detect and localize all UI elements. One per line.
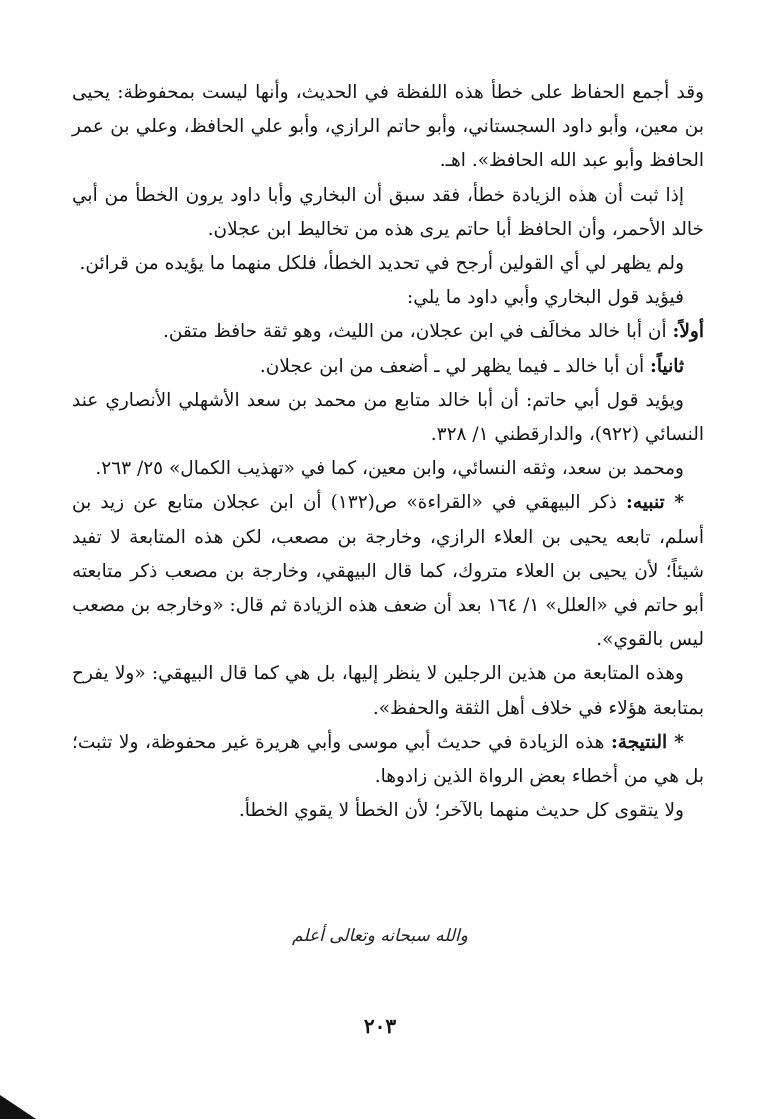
paragraph-text: فيؤيد قول البخاري وأبي داود ما يلي: — [407, 287, 684, 309]
paragraph-text: أن أبا خالد ـ فيما يظهر لي ـ أضعف من ابن عجلان. — [259, 355, 645, 377]
paragraph-text: ذكر البيهقي في «القراءة» ص(١٣٢) أن ابن عجلان متابع عن زيد بن أسلم، تابعه يحيى بن العلاء الرازي، وخارجة بن مصعب، لكن هذه المتابعة لا تفيد شيئاً؛ لأن يحيى بن العلاء متروك، كما قال البيهقي، وخارجة بن مصعب ذكر متابعته أبو حاتم في «العلل» ١/ ١٦٤ بعد أن ضعف هذه الزيادة ثم قال: «وخارجه بن مصعب ليس بالقوي». — [72, 492, 705, 651]
closing-phrase: والله سبحانه وتعالى أعلم — [292, 926, 468, 946]
paragraph-10 — [72, 657, 704, 725]
paragraph-8 — [72, 452, 704, 486]
paragraph-text: أن أبا خالد مخالَف في ابن عجلان، من الليث، وهو ثقة حافظ متقن. — [162, 321, 667, 343]
paragraph-text: ولم يظهر لي أي القولين أرجح في تحديد الخطأ، فلكل منهما ما يؤيده من قرائن. — [79, 253, 684, 275]
paragraph-7 — [72, 384, 704, 452]
paragraph-text: إذا ثبت أن هذه الزيادة خطأ، فقد سبق أن البخاري وأبا داود يرون الخطأ من أبي خالد الأحمر، وأن الحافظ أبا حاتم يرى هذه من تخاليط ابن عجلان. — [72, 184, 704, 240]
paragraph-4 — [72, 281, 704, 315]
paragraph-text: ويؤيد قول أبي حاتم: أن أبا خالد متابع من محمد بن سعد الأشهلي الأنصاري عند النسائي (٩٢٢)، والدارقطني ١/ ٣٢٨. — [72, 389, 704, 446]
paragraph-text: ولا يتقوى كل حديث منهما بالآخر؛ لأن الخطأ لا يقوي الخطأ. — [238, 800, 684, 822]
paragraph-6 — [72, 350, 704, 384]
page-corner-mark — [0, 1095, 36, 1119]
paragraph-text: ومحمد بن سعد، وثقه النسائي، وابن معين، كما في «تهذيب الكمال» ٢٥/ ٢٦٣. — [95, 458, 684, 480]
paragraph-text: وهذه المتابعة من هذين الرجلين لا ينظر إليها، بل هي كما قال البيهقي: «ولا يفرح بمتابعة هؤلاء في خلاف أهل الثقة والحفظ». — [72, 663, 704, 719]
paragraph-2 — [72, 179, 704, 247]
paragraph-text: وقد أجمع الحفاظ على خطأ هذه اللفظة في الحديث، وأنها ليست بمحفوظة: يحيى بن معين، وأبو داود السجستاني، وأبو حاتم الرازي، وأبو علي الحافظ، وعلي بن عمر الحافظ وأبو عبد الله الحافظ». اهـ. — [72, 82, 704, 172]
paragraph-12 — [72, 794, 704, 828]
page-number: ٢٠٣ — [363, 1014, 397, 1038]
paragraph-5 — [72, 315, 704, 349]
paragraph-lead: * النتيجة: — [610, 731, 684, 753]
paragraph-11 — [72, 726, 704, 794]
paragraph-lead: ثانياً: — [650, 355, 684, 377]
paragraph-3 — [72, 247, 704, 281]
paragraph-1 — [72, 76, 704, 179]
page-body — [72, 76, 704, 828]
paragraph-9 — [72, 486, 704, 657]
paragraph-lead: أولاً: — [672, 321, 704, 343]
paragraph-lead: * تنبيه: — [626, 492, 685, 514]
paragraph-text: هذه الزيادة في حديث أبي موسى وأبي هريرة غير محفوظة، ولا تثبت؛ بل هي من أخطاء بعض الرواة الذين زادوها. — [72, 731, 704, 788]
